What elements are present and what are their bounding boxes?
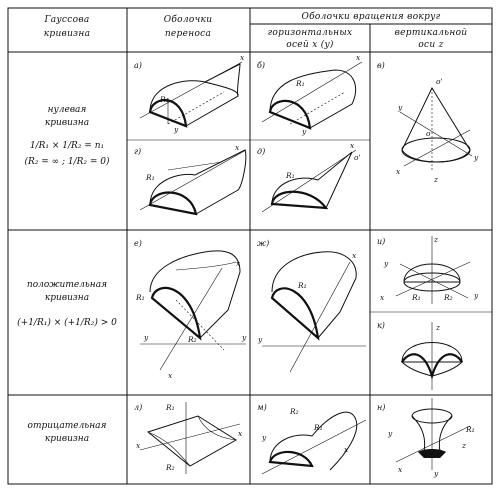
svg-text:R₁: R₁ — [160, 95, 169, 104]
svg-text:x: x — [236, 259, 241, 268]
svg-text:д): д) — [257, 147, 266, 156]
svg-text:y: y — [384, 259, 389, 268]
svg-text:y: y — [174, 125, 179, 134]
svg-text:б): б) — [257, 61, 266, 70]
svg-text:положительная: положительная — [26, 280, 108, 290]
header-col3a-line1: горизонтальных — [267, 28, 353, 38]
svg-text:R₁: R₁ — [136, 293, 145, 302]
panel-l-hypar-shell — [134, 402, 243, 474]
svg-text:R₁: R₁ — [298, 281, 307, 290]
svg-text:x: x — [380, 293, 385, 302]
svg-text:кривизна: кривизна — [44, 293, 90, 303]
svg-text:y: y — [258, 335, 263, 344]
header-vertical-axis — [395, 28, 468, 50]
svg-text:г): г) — [134, 147, 142, 156]
svg-text:н): н) — [377, 403, 386, 412]
svg-text:к): к) — [377, 321, 385, 330]
svg-text:y: y — [474, 291, 479, 300]
svg-text:x: x — [238, 429, 243, 438]
svg-text:м): м) — [257, 403, 267, 412]
svg-text:кривизна: кривизна — [44, 434, 90, 444]
svg-text:R₁: R₁ — [296, 79, 305, 88]
svg-text:x: x — [168, 371, 173, 380]
svg-text:x: x — [235, 143, 240, 152]
header-col2-line1: Оболочки — [163, 15, 213, 25]
row-zero-curvature-label — [24, 105, 110, 167]
panel-m-saddle-shell — [257, 403, 366, 474]
svg-text:е): е) — [134, 239, 142, 248]
svg-text:z: z — [434, 175, 438, 184]
svg-text:отрицательная: отрицательная — [27, 421, 107, 431]
svg-text:y: y — [144, 333, 149, 342]
svg-text:R₁: R₁ — [166, 403, 175, 412]
svg-text:o': o' — [354, 153, 361, 162]
header-horizontal-axes — [268, 28, 353, 50]
header-gauss-curvature — [43, 15, 90, 39]
svg-text:o': o' — [436, 77, 443, 86]
svg-text:R₁: R₁ — [314, 423, 323, 432]
svg-text:z: z — [436, 323, 440, 332]
svg-text:а): а) — [134, 61, 142, 70]
svg-text:R₂: R₂ — [188, 335, 197, 344]
header-rotation-shells: Оболочки вращения вокруг — [301, 12, 441, 22]
panel-i-spherical-dome — [377, 235, 479, 304]
svg-text:x: x — [136, 441, 141, 450]
header-translation-shells — [164, 14, 213, 39]
svg-text:y: y — [262, 433, 267, 442]
row-positive-curvature-label — [17, 280, 117, 328]
panel-a-cylinder-shell — [134, 53, 245, 134]
svg-text:в): в) — [377, 61, 385, 70]
svg-text:R₁: R₁ — [286, 171, 295, 180]
svg-text:1/R₁ × 1/R₂ = п₁: 1/R₁ × 1/R₂ = п₁ — [29, 141, 105, 151]
svg-text:(+1/R₁) × (+1/R₂) > 0: (+1/R₁) × (+1/R₂) > 0 — [17, 318, 117, 328]
header-col3b-line2: оси z — [418, 40, 444, 50]
panel-e-translation-dome — [134, 239, 247, 380]
svg-text:и): и) — [377, 237, 386, 246]
panel-d-conical-shell — [257, 141, 361, 212]
svg-text:R₂: R₂ — [166, 463, 175, 472]
panel-g-half-cylinder — [134, 143, 246, 214]
svg-text:y: y — [474, 153, 479, 162]
panel-n-hyperboloid-shell — [377, 398, 475, 478]
svg-text:x: x — [356, 53, 361, 62]
svg-text:л): л) — [134, 403, 143, 412]
svg-text:o: o — [426, 129, 431, 138]
svg-text:R₂: R₂ — [290, 407, 299, 416]
header-col3b-line1: вертикальной — [394, 28, 468, 38]
panel-v-cone-shell — [377, 61, 479, 184]
svg-text:x: x — [396, 167, 401, 176]
svg-text:y: y — [434, 469, 439, 478]
panel-b-barrel-shell — [257, 53, 362, 136]
header-col1-line1: Гауссова — [44, 15, 90, 25]
svg-text:нулевая: нулевая — [47, 105, 87, 115]
svg-text:(R₂ = ∞ ; 1/R₂ = 0): (R₂ = ∞ ; 1/R₂ = 0) — [24, 157, 110, 167]
svg-text:y: y — [398, 103, 403, 112]
svg-text:R₁: R₁ — [466, 425, 475, 434]
svg-text:R₁: R₁ — [412, 293, 421, 302]
panel-zh-rotation-dome — [257, 239, 366, 372]
svg-text:R₂: R₂ — [444, 293, 453, 302]
svg-text:x: x — [350, 141, 355, 150]
svg-text:y: y — [388, 429, 393, 438]
svg-text:y: y — [302, 127, 307, 136]
svg-text:R₁: R₁ — [146, 173, 155, 182]
panel-k-crossed-vault — [377, 321, 462, 390]
svg-text:y: y — [242, 333, 247, 342]
row-negative-curvature-label — [28, 421, 107, 444]
header-col3a-line2: осей x (y) — [286, 40, 334, 50]
svg-text:z: z — [434, 235, 438, 244]
table-grid — [8, 8, 492, 484]
svg-text:x: x — [398, 465, 403, 474]
header-col1-line2: кривизна — [43, 29, 91, 39]
svg-text:x: x — [352, 251, 357, 260]
header-col2-line2: переноса — [164, 29, 212, 39]
svg-text:кривизна: кривизна — [44, 118, 90, 128]
svg-text:x: x — [240, 53, 245, 62]
svg-text:ж): ж) — [257, 239, 270, 248]
svg-text:x: x — [344, 445, 349, 454]
svg-text:z: z — [462, 441, 466, 450]
